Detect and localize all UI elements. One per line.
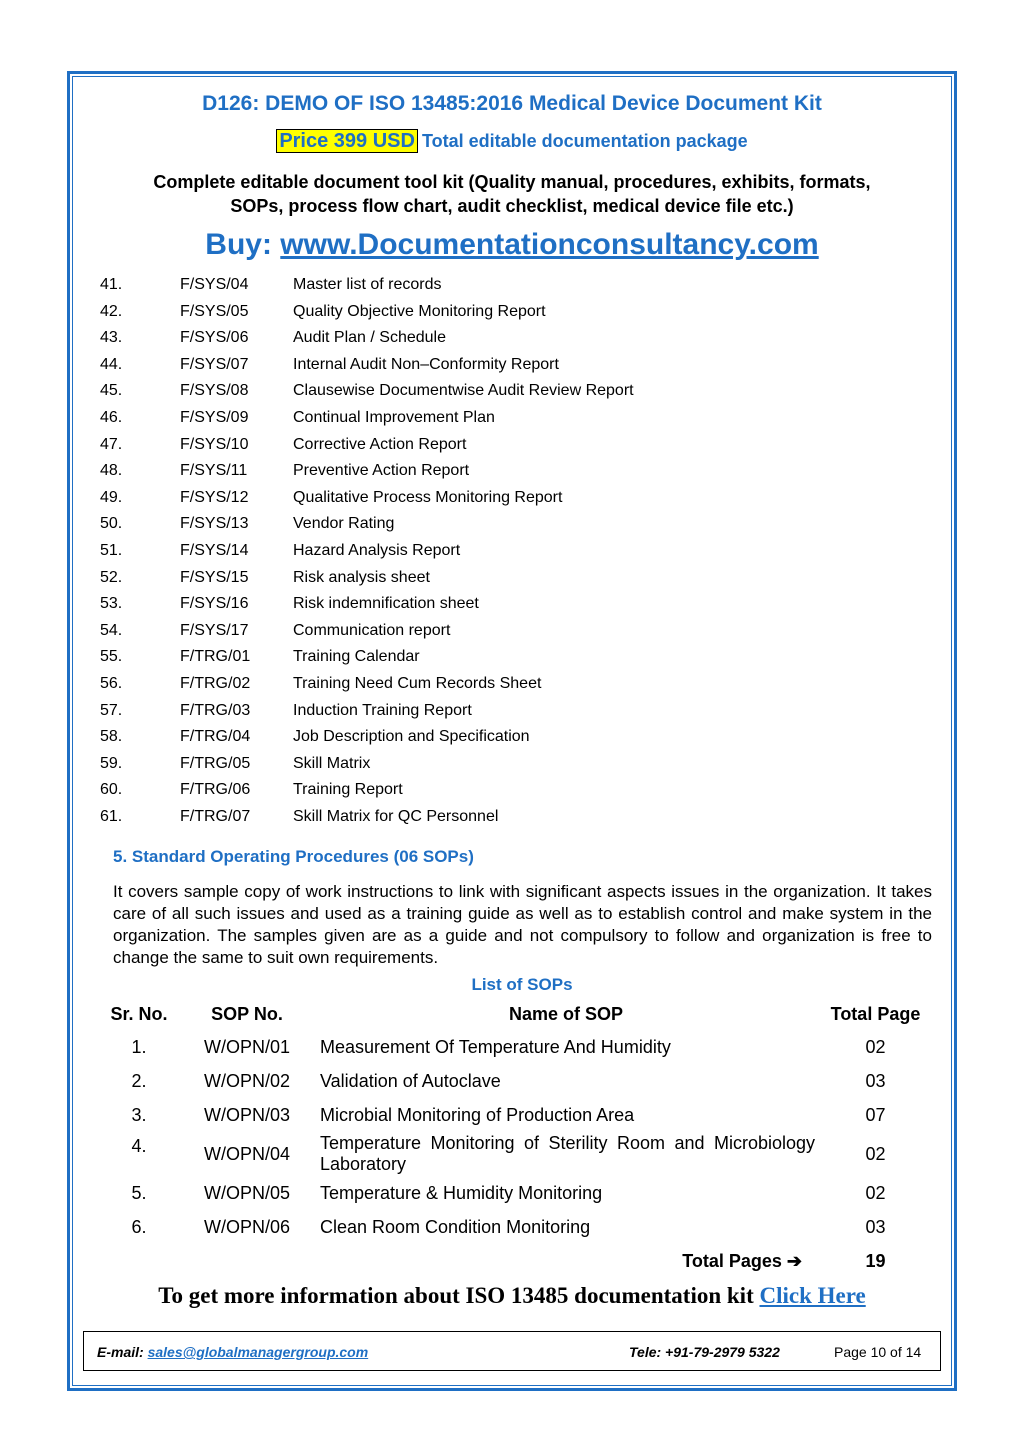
sop-table (100, 998, 935, 1278)
record-number: 61. (100, 807, 123, 825)
record-number: 52. (100, 568, 123, 586)
record-row (100, 698, 900, 725)
record-number: 50. (100, 515, 123, 533)
sop-number: W/OPN/02 (203, 1070, 291, 1091)
record-number: 51. (100, 541, 123, 559)
record-code: F/SYS/11 (180, 462, 248, 480)
sop-table-header (100, 998, 935, 1030)
record-description: Internal Audit Non–Conformity Report (293, 355, 559, 373)
record-number: 41. (100, 276, 123, 293)
sop-total-page: 03 (865, 1070, 886, 1091)
record-code: F/SYS/05 (180, 302, 249, 320)
sop-total-page: 02 (865, 1036, 886, 1057)
record-description: Skill Matrix (293, 754, 371, 772)
price-description: Total editable documentation package (421, 131, 748, 151)
record-description: Qualitative Process Monitoring Report (293, 488, 563, 506)
buy-label: Buy: (205, 228, 272, 261)
header-sop-no: SOP No. (211, 1003, 283, 1024)
sop-name: Measurement Of Temperature And Humidity (320, 1036, 671, 1057)
sop-number: W/OPN/04 (203, 1143, 291, 1164)
record-row (100, 325, 900, 352)
record-code: F/SYS/16 (180, 595, 249, 613)
section-paragraph: It covers sample copy of work instructions to link with significant aspects issues in the organization. It takes care of all such issues and used as a training guide as well as to establish control and make system in the organization. The samples given are as a guide and not compulsory to follow and organization is free to change the same to suit own requirements. (113, 882, 932, 967)
sop-row (100, 1132, 935, 1176)
sop-number: W/OPN/06 (203, 1216, 291, 1237)
sop-sr-no: 1. (131, 1036, 147, 1057)
sop-row (100, 1176, 935, 1210)
record-code: F/SYS/09 (180, 408, 249, 426)
record-code: F/SYS/08 (180, 382, 249, 400)
record-code: F/SYS/14 (180, 541, 249, 559)
record-row (100, 378, 900, 405)
section-heading: 5. Standard Operating Procedures (06 SOPs) (113, 847, 474, 866)
record-row (100, 352, 900, 379)
record-code: F/SYS/13 (180, 515, 249, 533)
record-description: Training Calendar (293, 648, 420, 666)
record-description: Risk indemnification sheet (293, 595, 479, 613)
sop-total-row (100, 1244, 935, 1278)
record-code: F/TRG/04 (180, 728, 251, 746)
record-description: Vendor Rating (293, 515, 395, 533)
record-code: F/TRG/02 (180, 674, 251, 692)
record-code: F/SYS/17 (180, 621, 249, 639)
click-here-link[interactable]: Click Here (759, 1283, 866, 1308)
record-number: 55. (100, 648, 123, 666)
sop-name: Microbial Monitoring of Production Area (320, 1104, 635, 1125)
record-number: 60. (100, 781, 123, 799)
record-row (100, 458, 900, 485)
record-row (100, 777, 900, 804)
buy-line (0, 228, 1024, 262)
record-row (100, 804, 900, 831)
sop-name: Clean Room Condition Monitoring (320, 1216, 591, 1237)
record-row (100, 405, 900, 432)
record-number: 54. (100, 621, 123, 639)
email-label: E-mail: (97, 1344, 144, 1360)
sop-sr-no: 3. (131, 1104, 147, 1125)
subtitle-line-1: Complete editable document tool kit (Quality manual, procedures, exhibits, formats, (153, 172, 871, 192)
sop-table-body (100, 1030, 935, 1244)
record-description: Job Description and Specification (293, 728, 530, 746)
sop-row (100, 1064, 935, 1098)
sop-name: Temperature & Humidity Monitoring (320, 1182, 603, 1203)
record-code: F/TRG/07 (180, 807, 251, 825)
document-title: D126: DEMO OF ISO 13485:2016 Medical Device Document Kit (202, 92, 822, 115)
record-description: Corrective Action Report (293, 435, 467, 453)
record-code: F/SYS/04 (180, 276, 249, 293)
record-row (100, 751, 900, 778)
sop-total-page: 07 (865, 1104, 886, 1125)
record-row (100, 511, 900, 538)
record-code: F/SYS/06 (180, 329, 249, 347)
record-number: 58. (100, 728, 123, 746)
sop-list-heading: List of SOPs (471, 975, 573, 994)
sop-row (100, 1210, 935, 1244)
record-row (100, 538, 900, 565)
kit-subtitle (90, 170, 934, 218)
sop-sr-no: 4. (131, 1136, 147, 1156)
sop-sr-no: 5. (131, 1182, 147, 1203)
record-number: 44. (100, 355, 123, 373)
record-description: Clausewise Documentwise Audit Review Report (293, 382, 634, 400)
sop-name: Temperature Monitoring of Sterility Room and Microbiology Laboratory (320, 1133, 815, 1174)
record-number: 42. (100, 302, 123, 320)
page-footer (83, 1331, 941, 1371)
record-number: 45. (100, 382, 123, 400)
record-number: 56. (100, 674, 123, 692)
record-code: F/SYS/15 (180, 568, 249, 586)
record-number: 57. (100, 701, 123, 719)
footer-page-number: Page 10 of 14 (834, 1344, 922, 1360)
sop-total-page: 03 (865, 1216, 886, 1237)
record-number: 43. (100, 329, 123, 347)
record-row (100, 671, 900, 698)
email-link[interactable]: sales@globalmanagergroup.com (147, 1344, 369, 1360)
sop-row (100, 1030, 935, 1064)
record-description: Communication report (293, 621, 451, 639)
sop-number: W/OPN/05 (203, 1182, 291, 1203)
header-total-page: Total Page (830, 1003, 921, 1024)
record-row (100, 618, 900, 645)
record-code: F/SYS/12 (180, 488, 249, 506)
subtitle-line-2: SOPs, process flow chart, audit checklist, medical device file etc.) (230, 196, 794, 216)
sop-name: Validation of Autoclave (320, 1070, 501, 1091)
sop-number: W/OPN/03 (203, 1104, 291, 1125)
record-description: Preventive Action Report (293, 462, 470, 480)
record-code: F/TRG/01 (180, 648, 251, 666)
sop-row (100, 1098, 935, 1132)
record-row (100, 644, 900, 671)
record-code: F/TRG/05 (180, 754, 251, 772)
record-description: Induction Training Report (293, 701, 472, 719)
footer-email (97, 1344, 368, 1360)
record-row (100, 724, 900, 751)
price-badge: Price 399 USD (276, 129, 418, 153)
more-info-text: To get more information about ISO 13485 documentation kit (158, 1283, 754, 1308)
record-code: F/TRG/06 (180, 781, 251, 799)
footer-telephone: Tele: +91-79-2979 5322 (629, 1344, 780, 1360)
record-code: F/SYS/07 (180, 355, 249, 373)
sop-total-page: 02 (865, 1143, 886, 1164)
sop-sr-no: 6. (131, 1216, 147, 1237)
sop-total-page: 02 (865, 1182, 886, 1203)
record-code: F/TRG/03 (180, 701, 251, 719)
record-description: Continual Improvement Plan (293, 408, 495, 426)
header-name: Name of SOP (508, 1003, 624, 1024)
record-number: 47. (100, 435, 123, 453)
record-number: 53. (100, 595, 123, 613)
record-row (100, 432, 900, 459)
record-number: 49. (100, 488, 123, 506)
record-description: Quality Objective Monitoring Report (293, 302, 546, 320)
record-description: Training Need Cum Records Sheet (293, 674, 542, 692)
record-row (100, 591, 900, 618)
record-description: Audit Plan / Schedule (293, 329, 446, 347)
record-number: 48. (100, 462, 123, 480)
record-row (100, 565, 900, 592)
record-description: Training Report (293, 781, 403, 799)
record-row (100, 272, 900, 299)
records-list (100, 272, 900, 830)
sop-sr-no: 2. (131, 1070, 147, 1091)
record-number: 59. (100, 754, 123, 772)
record-row (100, 299, 900, 326)
price-line (0, 130, 1024, 153)
more-info-line (0, 1283, 1024, 1309)
total-pages-value: 19 (865, 1250, 886, 1271)
record-code: F/SYS/10 (180, 435, 249, 453)
total-pages-label: Total Pages ➔ (682, 1250, 802, 1271)
record-description: Master list of records (293, 276, 442, 293)
header-sr-no: Sr. No. (110, 1003, 168, 1024)
record-description: Skill Matrix for QC Personnel (293, 807, 499, 825)
record-number: 46. (100, 408, 123, 426)
record-description: Hazard Analysis Report (293, 541, 461, 559)
sop-number: W/OPN/01 (203, 1036, 291, 1057)
record-description: Risk analysis sheet (293, 568, 430, 586)
record-row (100, 485, 900, 512)
buy-link[interactable]: www.Documentationconsultancy.com (280, 228, 819, 261)
